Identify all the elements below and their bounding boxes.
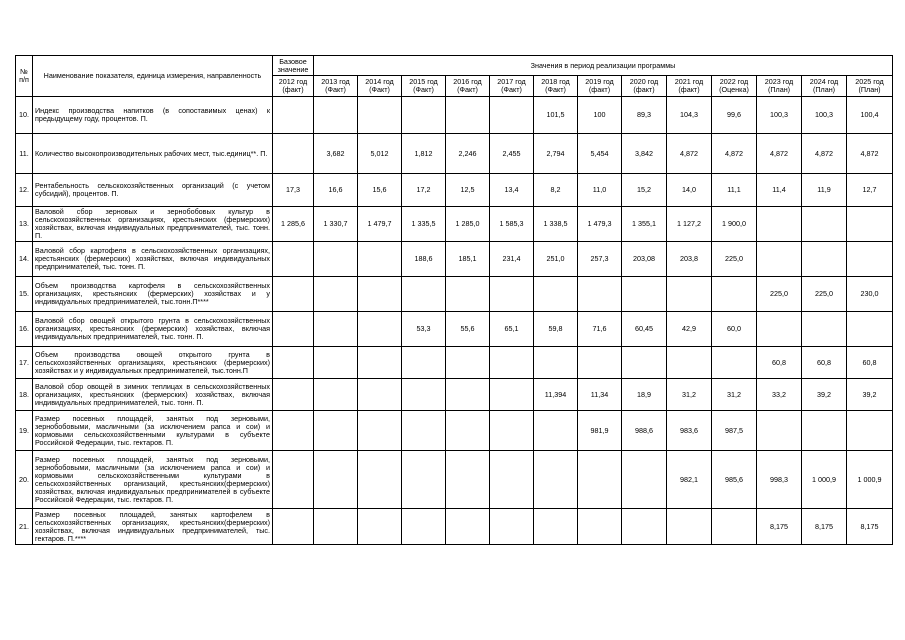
value-cell [358, 312, 402, 347]
value-cell: 8,2 [534, 174, 578, 207]
value-cell: 3,842 [622, 134, 667, 174]
value-cell: 987,5 [712, 411, 757, 451]
value-cell: 12,7 [847, 174, 893, 207]
value-cell: 15,6 [358, 174, 402, 207]
value-cell: 12,5 [446, 174, 490, 207]
value-cell: 1 285,0 [446, 207, 490, 242]
value-cell: 11,394 [534, 379, 578, 411]
col-header-year: 2012 год (факт) [273, 76, 314, 97]
value-cell [314, 97, 358, 134]
col-header-year: 2019 год (факт) [578, 76, 622, 97]
value-cell: 4,872 [712, 134, 757, 174]
value-cell: 981,9 [578, 411, 622, 451]
table-row [16, 312, 893, 347]
value-cell: 8,175 [802, 509, 847, 545]
value-cell: 1 330,7 [314, 207, 358, 242]
row-number: 14. [16, 242, 33, 277]
value-cell: 1,812 [402, 134, 446, 174]
value-cell: 1 335,5 [402, 207, 446, 242]
value-cell: 60,0 [712, 312, 757, 347]
value-cell: 33,2 [757, 379, 802, 411]
value-cell: 988,6 [622, 411, 667, 451]
value-cell [802, 312, 847, 347]
value-cell [358, 451, 402, 509]
value-cell [446, 509, 490, 545]
value-cell [273, 379, 314, 411]
indicator-name: Размер посевных площадей, занятых картофелем в сельскохозяйственных организациях, крестьянских(фермерских) хозяйствах, включая индивидуальных предпринимателей, тыс. гектаров. П.**** [33, 509, 273, 545]
row-number: 11. [16, 134, 33, 174]
table-row [16, 242, 893, 277]
row-number: 13. [16, 207, 33, 242]
value-cell: 1 338,5 [534, 207, 578, 242]
col-header-year: 2015 год (Факт) [402, 76, 446, 97]
value-cell [622, 347, 667, 379]
row-number: 18. [16, 379, 33, 411]
indicators-table [15, 55, 893, 545]
table-row [16, 509, 893, 545]
value-cell [273, 509, 314, 545]
row-number: 12. [16, 174, 33, 207]
value-cell [402, 347, 446, 379]
value-cell [534, 347, 578, 379]
value-cell: 17,3 [273, 174, 314, 207]
table-row [16, 174, 893, 207]
value-cell [534, 411, 578, 451]
value-cell [578, 347, 622, 379]
value-cell: 39,2 [802, 379, 847, 411]
value-cell: 60,8 [847, 347, 893, 379]
value-cell: 225,0 [712, 242, 757, 277]
value-cell [534, 509, 578, 545]
value-cell [273, 242, 314, 277]
value-cell: 101,5 [534, 97, 578, 134]
value-cell: 99,6 [712, 97, 757, 134]
value-cell: 5,454 [578, 134, 622, 174]
value-cell [402, 97, 446, 134]
value-cell: 11,1 [712, 174, 757, 207]
value-cell [314, 379, 358, 411]
value-cell: 1 355,1 [622, 207, 667, 242]
value-cell [490, 509, 534, 545]
value-cell [273, 451, 314, 509]
value-cell [802, 207, 847, 242]
value-cell [358, 97, 402, 134]
value-cell: 1 000,9 [802, 451, 847, 509]
value-cell [273, 97, 314, 134]
value-cell [446, 97, 490, 134]
value-cell: 203,08 [622, 242, 667, 277]
table-row [16, 277, 893, 312]
value-cell: 1 479,7 [358, 207, 402, 242]
table-row [16, 134, 893, 174]
value-cell [622, 451, 667, 509]
value-cell [490, 277, 534, 312]
value-cell: 60,8 [757, 347, 802, 379]
value-cell [446, 347, 490, 379]
value-cell [757, 207, 802, 242]
value-cell: 14,0 [667, 174, 712, 207]
value-cell [358, 509, 402, 545]
value-cell [358, 411, 402, 451]
value-cell: 31,2 [712, 379, 757, 411]
value-cell [314, 411, 358, 451]
value-cell: 1 900,0 [712, 207, 757, 242]
value-cell: 100,3 [757, 97, 802, 134]
value-cell [402, 379, 446, 411]
col-header-year: 2016 год (Факт) [446, 76, 490, 97]
col-header-year: 2020 год (факт) [622, 76, 667, 97]
value-cell [446, 411, 490, 451]
value-cell [847, 242, 893, 277]
table-row [16, 411, 893, 451]
value-cell [622, 509, 667, 545]
col-header-year: 2021 год (факт) [667, 76, 712, 97]
value-cell [490, 451, 534, 509]
value-cell [622, 277, 667, 312]
row-number: 16. [16, 312, 33, 347]
value-cell: 3,682 [314, 134, 358, 174]
value-cell [712, 277, 757, 312]
value-cell: 100 [578, 97, 622, 134]
value-cell [490, 97, 534, 134]
value-cell: 4,872 [757, 134, 802, 174]
value-cell: 251,0 [534, 242, 578, 277]
value-cell [847, 411, 893, 451]
value-cell: 985,6 [712, 451, 757, 509]
value-cell: 42,9 [667, 312, 712, 347]
value-cell: 17,2 [402, 174, 446, 207]
indicator-name: Объем производства овощей открытого грунта в сельскохозяйственных организациях, крестьянских (фермерских) хозяйствах и у индивидуальных предпринимателей, тыс.тонн.П [33, 347, 273, 379]
col-header-base: Базовое значение [273, 56, 314, 76]
value-cell: 983,6 [667, 411, 712, 451]
col-header-year: 2014 год (Факт) [358, 76, 402, 97]
value-cell: 230,0 [847, 277, 893, 312]
value-cell [446, 451, 490, 509]
value-cell [358, 242, 402, 277]
value-cell: 2,455 [490, 134, 534, 174]
col-header-values-span: Значения в период реализации программы [314, 56, 893, 76]
value-cell: 1 285,6 [273, 207, 314, 242]
value-cell [314, 242, 358, 277]
value-cell [757, 312, 802, 347]
indicator-name: Валовой сбор овощей открытого грунта в сельскохозяйственных организациях, крестьянских (фермерских) хозяйствах, включая индивидуальных предпринимателей, тыс. тонн. П. [33, 312, 273, 347]
value-cell [802, 411, 847, 451]
value-cell: 13,4 [490, 174, 534, 207]
value-cell [273, 347, 314, 379]
table-row [16, 379, 893, 411]
indicator-name: Индекс производства напитков (в сопоставимых ценах) к предыдущему году, процентов. П. [33, 97, 273, 134]
value-cell: 185,1 [446, 242, 490, 277]
value-cell [847, 207, 893, 242]
value-cell: 11,0 [578, 174, 622, 207]
col-header-year: 2013 год (Факт) [314, 76, 358, 97]
value-cell: 15,2 [622, 174, 667, 207]
indicator-name: Валовой сбор картофеля в сельскохозяйственных организациях, крестьянских (фермерских) хозяйствах, включая индивидуальных предпринимателей, тыс. тонн. П. [33, 242, 273, 277]
value-cell: 1 585,3 [490, 207, 534, 242]
value-cell: 4,872 [847, 134, 893, 174]
value-cell: 11,9 [802, 174, 847, 207]
value-cell [757, 242, 802, 277]
value-cell: 53,3 [402, 312, 446, 347]
table-row [16, 451, 893, 509]
value-cell: 998,3 [757, 451, 802, 509]
value-cell: 89,3 [622, 97, 667, 134]
value-cell [490, 379, 534, 411]
value-cell: 5,012 [358, 134, 402, 174]
col-header-year: 2017 год (Факт) [490, 76, 534, 97]
value-cell: 1 127,2 [667, 207, 712, 242]
value-cell [712, 347, 757, 379]
col-header-year: 2025 год (План) [847, 76, 893, 97]
value-cell [667, 347, 712, 379]
value-cell [273, 312, 314, 347]
value-cell [314, 312, 358, 347]
value-cell: 4,872 [667, 134, 712, 174]
value-cell: 982,1 [667, 451, 712, 509]
value-cell [578, 451, 622, 509]
col-header-year: 2024 год (План) [802, 76, 847, 97]
value-cell [402, 509, 446, 545]
value-cell: 203,8 [667, 242, 712, 277]
indicator-name: Размер посевных площадей, занятых под зерновыми, зернобобовыми, масличными (за исключением рапса и сои) и кормовыми сельскохозяйственными культурами в сельскохозяйственных организаций, крестьянских(фермерских) хозяйствах, включая индивидуальных предпринимателей в субъекте Российской Федерации, тыс. гектаров. П. [33, 451, 273, 509]
value-cell: 100,4 [847, 97, 893, 134]
value-cell: 2,794 [534, 134, 578, 174]
indicator-name: Объем производства картофеля в сельскохозяйственных организациях, крестьянских (фермерских) хозяйствах и у индивидуальных предпринимателей, тыс.тонн.П**** [33, 277, 273, 312]
value-cell: 1 479,3 [578, 207, 622, 242]
value-cell: 4,872 [802, 134, 847, 174]
value-cell: 2,246 [446, 134, 490, 174]
indicator-name: Количество высокопроизводительных рабочих мест, тыс.единиц**. П. [33, 134, 273, 174]
indicator-name: Размер посевных площадей, занятых под зерновыми, зернобобовыми, масличными (за исключением рапса и сои) и кормовыми сельскохозяйственными культурами в субъекте Российской Федерации, тыс. гектаров. П. [33, 411, 273, 451]
value-cell: 60,45 [622, 312, 667, 347]
value-cell: 231,4 [490, 242, 534, 277]
value-cell [314, 347, 358, 379]
value-cell: 1 000,9 [847, 451, 893, 509]
value-cell: 31,2 [667, 379, 712, 411]
row-number: 20. [16, 451, 33, 509]
indicator-name: Валовой сбор овощей в зимних теплицах в сельскохозяйственных организациях, крестьянских (фермерских) хозяйствах, включая индивидуальных предпринимателей, тыс. тонн. П. [33, 379, 273, 411]
table-row [16, 207, 893, 242]
value-cell: 225,0 [802, 277, 847, 312]
col-header-year: 2023 год (План) [757, 76, 802, 97]
row-number: 17. [16, 347, 33, 379]
value-cell: 257,3 [578, 242, 622, 277]
value-cell [534, 277, 578, 312]
value-cell: 59,8 [534, 312, 578, 347]
value-cell [402, 411, 446, 451]
value-cell [402, 451, 446, 509]
value-cell [534, 451, 578, 509]
col-header-year: 2018 год (Факт) [534, 76, 578, 97]
value-cell [358, 379, 402, 411]
value-cell [490, 411, 534, 451]
value-cell: 55,6 [446, 312, 490, 347]
value-cell [667, 277, 712, 312]
value-cell [358, 277, 402, 312]
value-cell: 71,6 [578, 312, 622, 347]
value-cell: 8,175 [847, 509, 893, 545]
value-cell [446, 277, 490, 312]
value-cell [490, 347, 534, 379]
value-cell [273, 277, 314, 312]
value-cell: 18,9 [622, 379, 667, 411]
value-cell [578, 509, 622, 545]
row-number: 21. [16, 509, 33, 545]
value-cell: 65,1 [490, 312, 534, 347]
value-cell [667, 509, 712, 545]
value-cell [712, 509, 757, 545]
row-number: 15. [16, 277, 33, 312]
value-cell [314, 509, 358, 545]
row-number: 19. [16, 411, 33, 451]
value-cell: 11,34 [578, 379, 622, 411]
table-row [16, 347, 893, 379]
value-cell: 60,8 [802, 347, 847, 379]
value-cell [273, 134, 314, 174]
value-cell [578, 277, 622, 312]
row-number: 10. [16, 97, 33, 134]
value-cell [847, 312, 893, 347]
value-cell [757, 411, 802, 451]
value-cell [314, 277, 358, 312]
col-header-year: 2022 год (Оценка) [712, 76, 757, 97]
table-row [16, 97, 893, 134]
value-cell: 16,6 [314, 174, 358, 207]
value-cell: 100,3 [802, 97, 847, 134]
col-header-name: Наименование показателя, единица измерения, направленность [33, 56, 273, 97]
value-cell: 225,0 [757, 277, 802, 312]
col-header-num: № п/п [16, 56, 33, 97]
value-cell [402, 277, 446, 312]
indicator-name: Валовой сбор зерновых и зернобобовых культур в сельскохозяйственных организациях, крестьянских (фермерских) хозяйствах, включая индивидуальных предпринимателей, тыс. тонн. П. [33, 207, 273, 242]
value-cell: 8,175 [757, 509, 802, 545]
value-cell: 11,4 [757, 174, 802, 207]
value-cell [314, 451, 358, 509]
value-cell [273, 411, 314, 451]
value-cell [446, 379, 490, 411]
value-cell: 188,6 [402, 242, 446, 277]
value-cell: 39,2 [847, 379, 893, 411]
value-cell [358, 347, 402, 379]
value-cell [802, 242, 847, 277]
indicator-name: Рентабельность сельскохозяйственных организаций (с учетом субсидий), процентов. П. [33, 174, 273, 207]
value-cell: 104,3 [667, 97, 712, 134]
